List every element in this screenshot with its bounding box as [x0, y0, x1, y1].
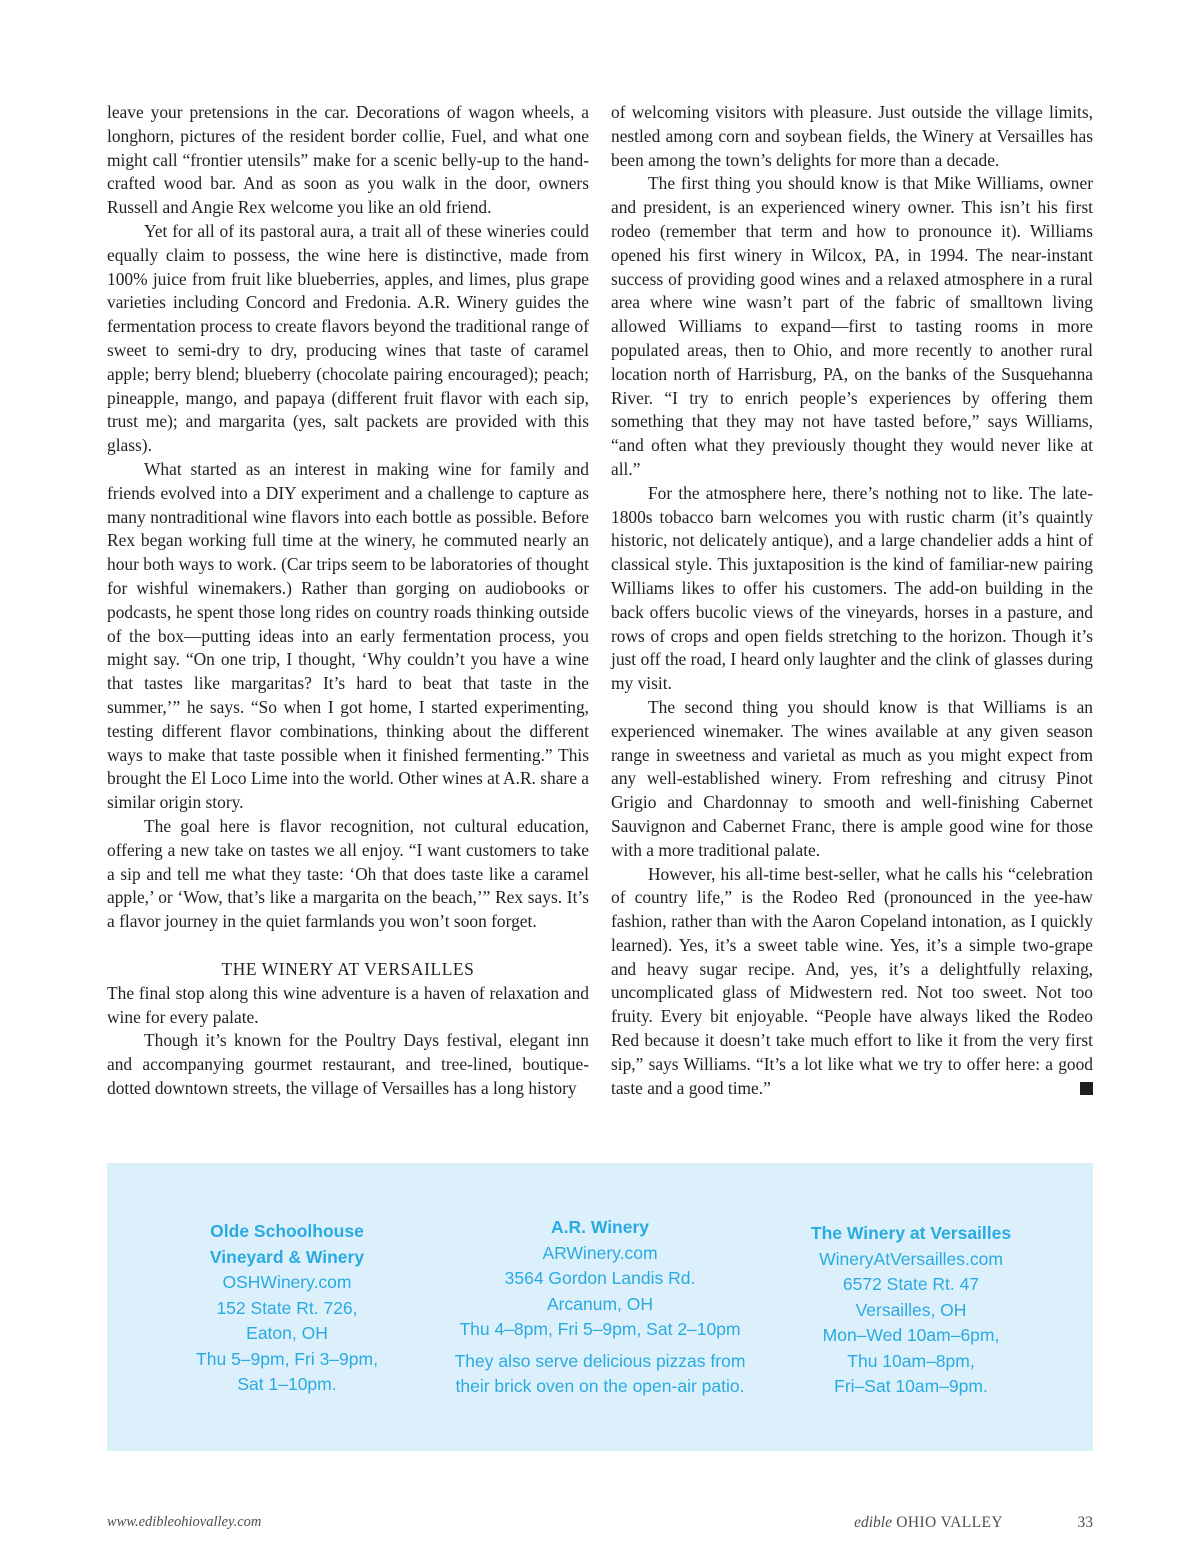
paragraph: What started as an interest in making wine for family and friends evolved into a DIY experiment and a challenge to capture as many nontraditional wine flavors into each bottle as possible. Before Rex began working full time at the winery, he commuted nearly an hour both ways to work. (Car trips seem to be laboratories of thought for wishful winemakers.) Rather than gorging on audiobooks or podcasts, he spent those long rides on country roads thinking outside of the box—putting ideas into an early fermentation process, you might say. “On one trip, I thought, ‘Why couldn’t you have a wine that tastes like margaritas? It’s hard to beat that taste in the summer,’” he says. “So when I got home, I started experimenting, testing different flavor combinations, thinking about the different ways to make that taste possible when it finished fermenting.” This brought the El Loco Lime into the world. Other wines at A.R. share a similar origin story. [107, 458, 589, 813]
article-column-left [107, 101, 589, 1101]
winery-website-link[interactable]: WineryAtVersailles.com [819, 1248, 1003, 1269]
paragraph: leave your pretensions in the car. Decorations of wagon wheels, a longhorn, pictures of the resident border collie, Fuel, and what one might call “frontier utensils” make for a scenic belly-up to the hand-crafted wood bar. And as soon as you walk in the door, owners Russell and Angie Rex welcome you like an old friend. [107, 102, 589, 218]
winery-name: A.R. Winery [550, 1217, 650, 1237]
winery-hours: Sat 1–10pm. [237, 1374, 337, 1394]
winery-website-link[interactable]: OSHWinery.com [222, 1272, 352, 1292]
winery-info-ar-winery [450, 1215, 750, 1400]
footer-url-link[interactable]: www.edibleohiovalley.com [107, 1514, 262, 1530]
winery-hours: Mon–Wed 10am–6pm, [822, 1325, 1000, 1345]
section-heading: THE WINERY AT VERSAILLES [221, 958, 475, 979]
winery-city: Versailles, OH [855, 1299, 967, 1320]
brand-edible: edible [854, 1514, 892, 1531]
brand-region: OHIO VALLEY [896, 1514, 1003, 1531]
page-number: 33 [1077, 1514, 1093, 1531]
footer-brand [854, 1514, 1003, 1532]
paragraph: Though it’s known for the Poultry Days festival, elegant inn and accompanying gourmet restaurant, and tree-lined, boutique-dotted downtown streets, the village of Versailles has a long history [107, 1030, 589, 1099]
paragraph-text: However, his all-time best-seller, what he calls his “celebration of country life,” is the Rodeo Red (pronounced in the yee-haw fashion, rather than with the Aaron Copeland intonation, as I quickly learned). Yes, it’s a sweet table wine. Yes, it’s a simple two-grape and heavy sugar recipe. And, yes, it’s a delightfully relaxing, uncomplicated glass of Midwestern red. Not too sweet. Not too fruity. Every bit enjoyable. “People have always liked the Rodeo Red because it doesn’t take much effort to like it from the very first sip,” says Williams. “It’s a lot like what we try to offer here: a good taste and a good time.” [611, 863, 1093, 1098]
paragraph: The goal here is flavor recognition, not cultural education, offering a new take on tastes we all enjoy. “I want customers to take a sip and tell me what they taste: ‘Oh that does taste like a caramel apple,’ or ‘Wow, that’s like a margarita on the beach,’” Rex says. It’s a flavor journey in the quiet farmlands you won’t soon forget. [107, 815, 589, 932]
paragraph: The final stop along this wine adventure is a haven of relaxation and wine for every palate. [107, 982, 589, 1027]
winery-hours: Thu 5–9pm, Fri 3–9pm, [196, 1348, 378, 1369]
page-footer [107, 1514, 1093, 1538]
paragraph: For the atmosphere here, there’s nothing not to like. The late-1800s tobacco barn welcomes you with rustic charm (it’s quaintly historic, not delicately antique), and a large chandelier adds a hint of classical style. This juxtaposition is the kind of familiar-new pairing Williams likes to offer his customers. The add-on building in the back offers bucolic views of the vineyards, horses in a pasture, and rows of crops and open fields stretching to the horizon. Though it’s just off the road, I heard only laughter and the clink of glasses during my visit. [611, 482, 1093, 694]
paragraph: Yet for all of its pastoral aura, a trait all of these wineries could equally claim to possess, the wine here is distinctive, made from 100% juice from fruit like blueberries, apples, and limes, plus grape varieties including Concord and Fredonia. A.R. Winery guides the fermentation process to create flavors beyond the traditional range of sweet to semi-dry to dry, producing wines that taste of caramel apple; berry blend; blueberry (chocolate pairing encouraged); peach; pineapple, mango, and papaya (different fruit flavor with each sip, trust me); and margarita (yes, salt packets are provided with this glass). [107, 220, 589, 456]
paragraph: The second thing you should know is that Williams is an experienced winemaker. The wines available at any given season range in sweetness and varietal as much as you might expect from any well-established winery. From refreshing and citrusy Pinot Grigio and Chardonnay to smooth and well-finishing Cabernet Sauvignon and Cabernet Franc, there is ample good wine for those with a more traditional palate. [611, 696, 1093, 860]
winery-city: Arcanum, OH [547, 1293, 653, 1314]
end-mark-icon [1080, 1082, 1093, 1095]
winery-name: Vineyard & Winery [209, 1246, 365, 1267]
winery-address: 3564 Gordon Landis Rd. [504, 1268, 696, 1288]
winery-name: The Winery at Versailles [810, 1223, 1012, 1243]
article-column-right [611, 101, 1093, 1100]
winery-info-olde-schoolhouse [137, 1219, 437, 1398]
winery-hours: Fri–Sat 10am–9pm. [834, 1376, 988, 1396]
winery-address: 6572 State Rt. 47 [842, 1274, 980, 1294]
paragraph: The first thing you should know is that Mike Williams, owner and president, is an experienced winery owner. This isn’t his first rodeo (remember that term and how to pronounce it). Williams opened his first winery in Wilcox, PA, in 1994. The near-instant success of providing good wines and a relaxed atmosphere in a rural area where wine wasn’t part of the fabric of smalltown living allowed Williams to expand—first to tasting rooms in more populated areas, then to Ohio, and more recently to another rural location north of Harrisburg, PA, on the banks of the Susquehanna River. “I try to enrich people’s experiences by offering them something that they may not have tasted before,” says Williams, “and often what they previously thought they would never like at all.” [611, 173, 1093, 479]
winery-note: They also serve delicious pizzas from [454, 1350, 746, 1371]
winery-website-link[interactable]: ARWinery.com [542, 1242, 658, 1263]
paragraph-final [611, 863, 1093, 1101]
winery-address: 152 State Rt. 726, [216, 1297, 358, 1318]
winery-info-box [107, 1163, 1093, 1451]
paragraph: of welcoming visitors with pleasure. Just outside the village limits, nestled among corn and soybean fields, the Winery at Versailles has been among the town’s delights for more than a decade. [611, 102, 1093, 170]
winery-name: Olde Schoolhouse [210, 1221, 364, 1241]
winery-info-versailles [761, 1221, 1061, 1400]
winery-note: their brick oven on the open-air patio. [455, 1376, 745, 1396]
winery-hours: Thu 4–8pm, Fri 5–9pm, Sat 2–10pm [459, 1319, 741, 1339]
winery-hours: Thu 10am–8pm, [847, 1350, 975, 1371]
winery-city: Eaton, OH [246, 1323, 328, 1343]
